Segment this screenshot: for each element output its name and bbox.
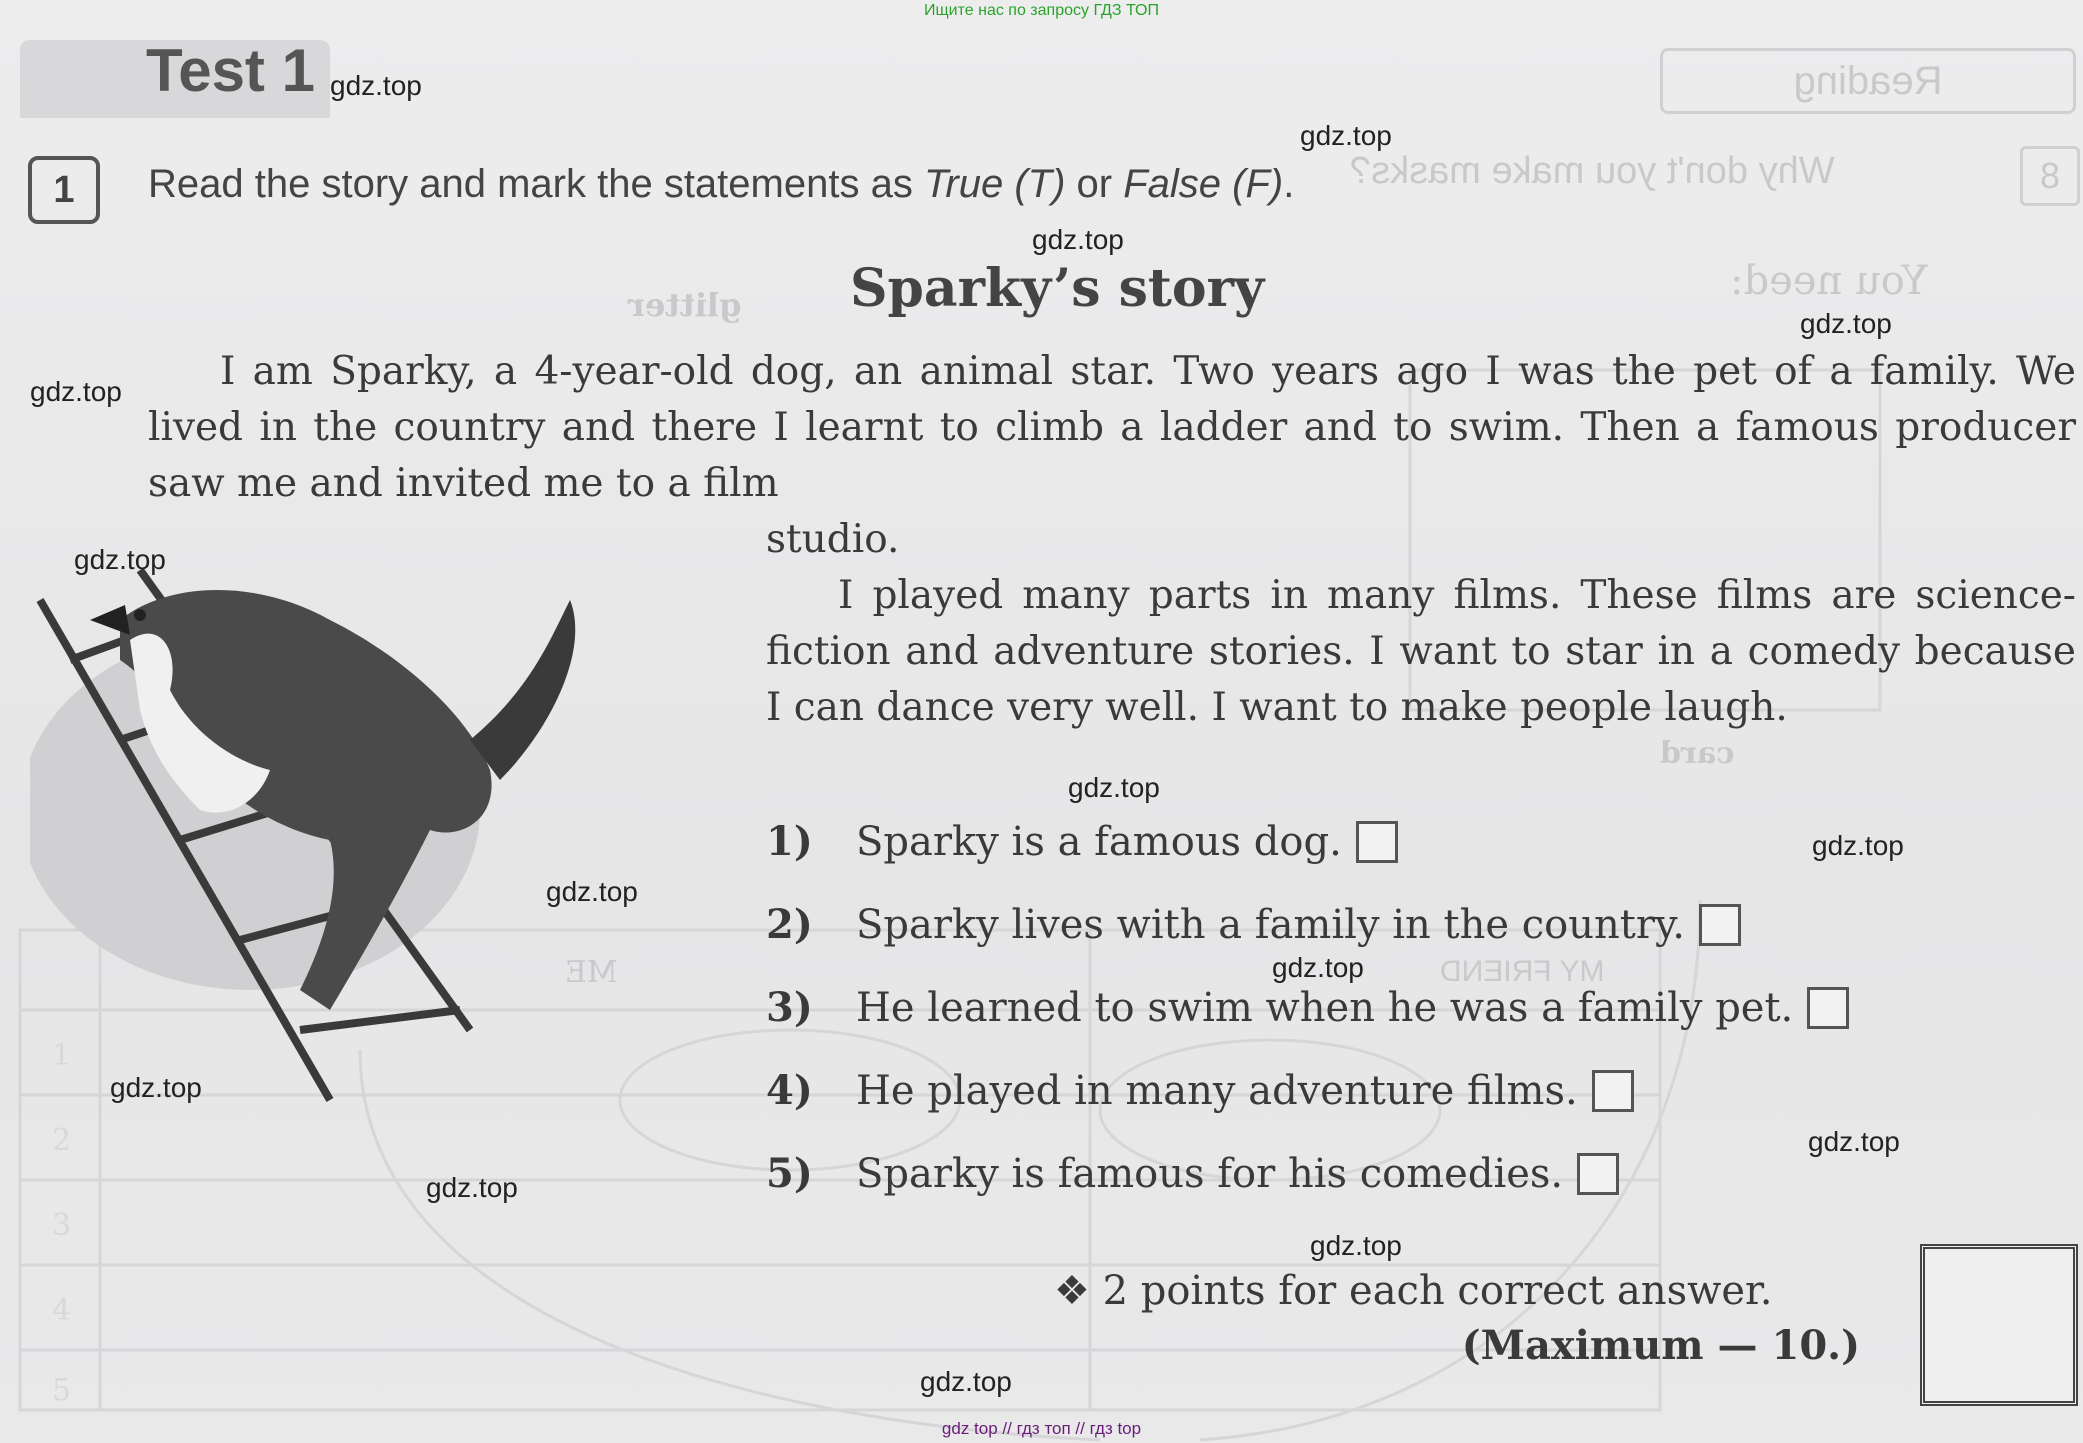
story-paragraph-2: I played many parts in many films. These films are science-fiction and adventure stories. I want to star in a comedy because I can dance very well. I want to make people laugh.: [766, 573, 2076, 730]
task-number-badge: 1: [28, 156, 100, 224]
watermark: gdz.top: [30, 376, 122, 407]
svg-text:2: 2: [52, 1123, 72, 1158]
statement-4: [766, 1067, 1634, 1114]
watermark: gdz.top: [920, 1366, 1012, 1397]
maximum-note: (Maximum — 10.): [1461, 1322, 1860, 1369]
bleed-col-friend: MY FRIEND: [1440, 955, 1605, 988]
bleed-card: card: [1660, 736, 1735, 771]
svg-text:4: 4: [52, 1293, 72, 1328]
instruction-false: False (F): [1123, 162, 1284, 206]
answer-checkbox-2[interactable]: [1699, 904, 1741, 946]
task-instruction: [148, 162, 1294, 207]
watermark: gdz.top: [1032, 224, 1124, 255]
watermark: gdz.top: [110, 1072, 202, 1103]
top-banner: Ищите нас по запросу ГДЗ ТОП: [924, 2, 1159, 19]
statement-1: [766, 818, 1398, 865]
instruction-period: .: [1283, 162, 1295, 206]
points-note: ❖ 2 points for each correct answer.: [1054, 1268, 1773, 1314]
story-paragraph-1: I am Sparky, a 4-year-old dog, an animal star. Two years ago I was the pet of a family. We lived in the country and there I learnt to climb a ladder and to swim. Then a famous producer saw me and invited me to a film: [148, 349, 2076, 506]
watermark: gdz.top: [1310, 1230, 1402, 1261]
statement-number: 3): [766, 984, 813, 1031]
watermark: gdz.top: [426, 1172, 518, 1203]
bleed-glitter: glitter: [628, 286, 742, 324]
statement-2: [766, 901, 1741, 948]
statement-text: Sparky lives with a family in the country.: [856, 901, 1685, 948]
svg-text:5: 5: [52, 1373, 72, 1408]
watermark: gdz.top: [1800, 308, 1892, 339]
statement-number: 4): [766, 1067, 813, 1114]
answer-checkbox-5[interactable]: [1577, 1153, 1619, 1195]
bleed-reading-tab: Reading: [1660, 48, 2076, 114]
watermark: gdz.top: [1812, 830, 1904, 861]
svg-text:1: 1: [52, 1038, 72, 1073]
answer-checkbox-3[interactable]: [1807, 987, 1849, 1029]
score-box[interactable]: [1920, 1244, 2078, 1406]
statement-text: He learned to swim when he was a family pet.: [856, 984, 1794, 1031]
watermark: gdz.top: [74, 544, 166, 575]
watermark: gdz.top: [1808, 1126, 1900, 1157]
bleed-question-8-text: Why don't you make masks?: [1350, 150, 1835, 192]
watermark: gdz.top: [546, 876, 638, 907]
story-title: Sparky’s story: [850, 258, 1265, 319]
instruction-true: True (T): [923, 162, 1066, 206]
dog-on-ladder-illustration: [30, 560, 730, 1120]
story-paragraph-1-end: studio.: [766, 517, 900, 562]
watermark: gdz.top: [1300, 120, 1392, 151]
test-title: Test 1: [146, 37, 315, 104]
bleed-you-need: You need:: [1730, 258, 1928, 304]
footer-watermark: gdz top // гдз топ // гдз top: [941, 1419, 1142, 1438]
watermark: gdz.top: [1068, 772, 1160, 803]
instruction-text: Read the story and mark the statements as: [148, 162, 924, 206]
statement-number: 1): [766, 818, 813, 865]
watermark: gdz.top: [330, 70, 422, 101]
statement-text: Sparky is famous for his comedies.: [856, 1150, 1564, 1197]
answer-checkbox-4[interactable]: [1592, 1070, 1634, 1112]
watermark: gdz.top: [1272, 952, 1364, 983]
bleed-question-8: 8: [2020, 146, 2080, 206]
instruction-or: or: [1065, 162, 1124, 206]
statement-text: He played in many adventure films.: [856, 1067, 1578, 1114]
statement-text: Sparky is a famous dog.: [856, 818, 1342, 865]
bleed-col-me: ME: [565, 955, 618, 990]
statement-3: [766, 984, 1849, 1031]
statement-number: 5): [766, 1150, 813, 1197]
statement-number: 2): [766, 901, 813, 948]
statement-5: [766, 1150, 1619, 1197]
svg-text:3: 3: [52, 1208, 72, 1243]
answer-checkbox-1[interactable]: [1356, 821, 1398, 863]
